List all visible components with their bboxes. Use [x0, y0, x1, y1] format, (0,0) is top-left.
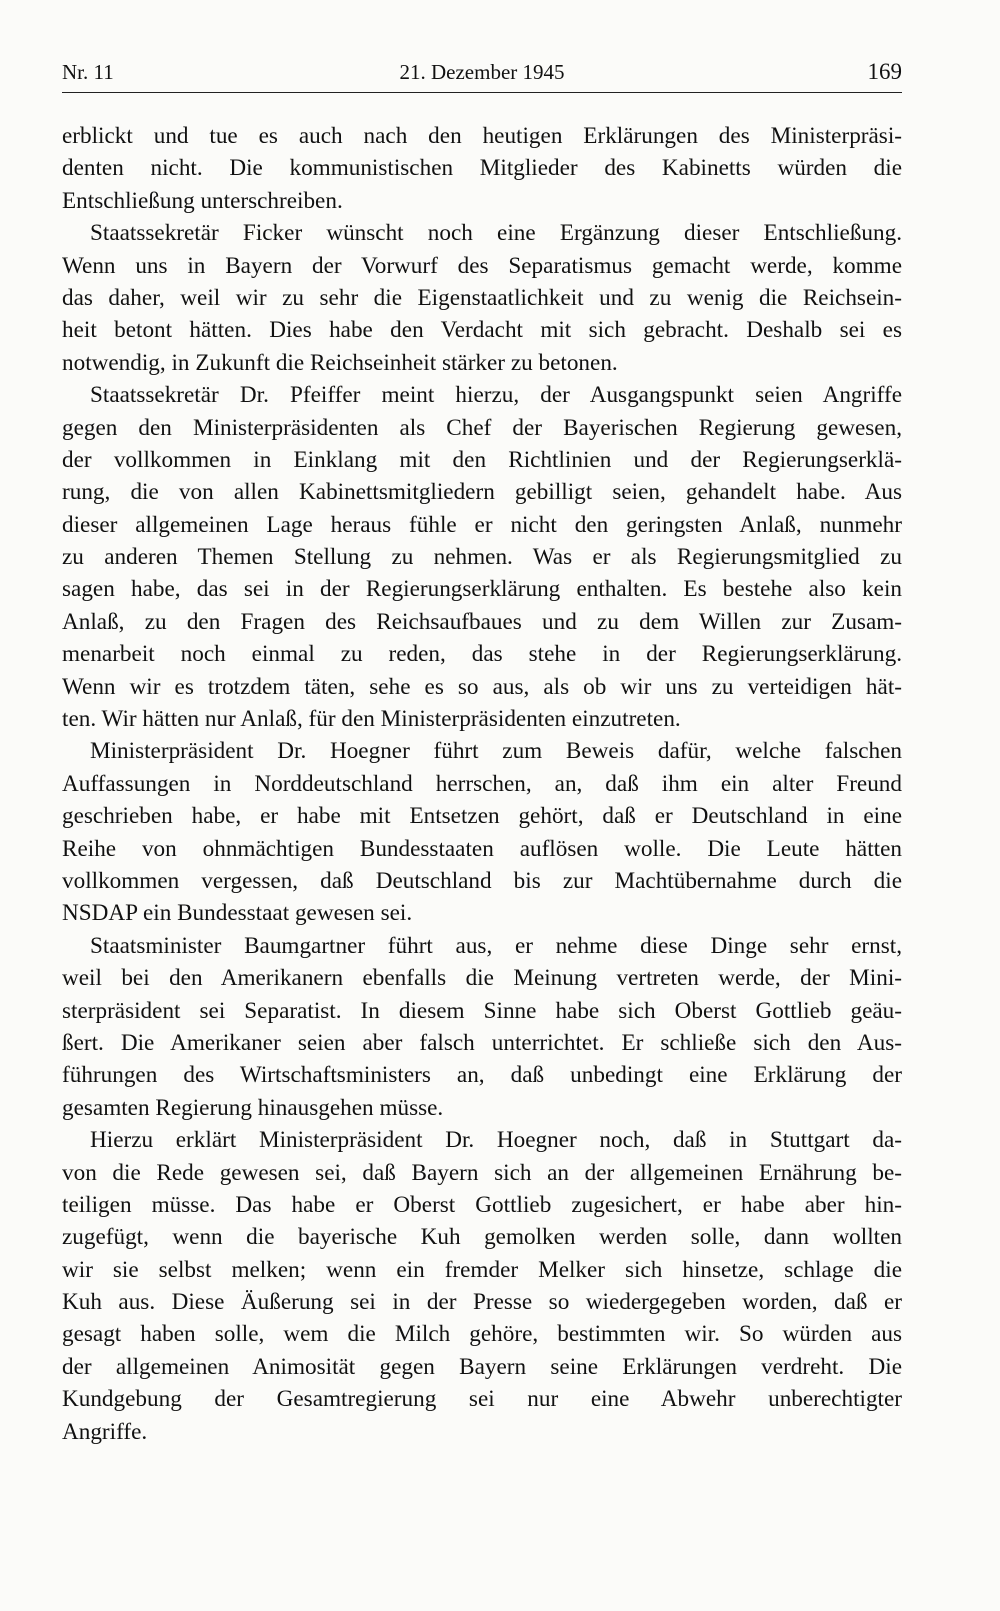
text-line: Staatssekretär Ficker wünscht noch eine Ergänzung dieser Entschließung.: [90, 220, 902, 247]
text-line: teiligen müsse. Das habe er Oberst Gottlieb zugesichert, er habe aber hin-: [62, 1191, 902, 1218]
text-line: sterpräsident sei Separatist. In diesem Sinne habe sich Oberst Gottlieb geäu-: [62, 997, 902, 1024]
text-line: gegen den Ministerpräsidenten als Chef der Bayerischen Regierung gewesen,: [62, 414, 902, 441]
text-line: der vollkommen in Einklang mit den Richtlinien und der Regierungserklä-: [62, 446, 902, 473]
paragraph: [62, 1124, 902, 1448]
text-line: menarbeit noch einmal zu reden, das stehe in der Regierungserklärung.: [62, 641, 902, 668]
text-line: weil bei den Amerikanern ebenfalls die Meinung vertreten werde, der Mini-: [62, 965, 902, 992]
text-line: sagen habe, das sei in der Regierungserklärung enthalten. Es bestehe also kein: [62, 576, 902, 603]
text-line: das daher, weil wir zu sehr die Eigenstaatlichkeit und zu wenig die Reichsein-: [62, 284, 902, 311]
text-line: rung, die von allen Kabinettsmitgliedern gebilligt seien, gehandelt habe. Aus: [62, 479, 902, 506]
text-line: denten nicht. Die kommunistischen Mitglieder des Kabinetts würden die: [62, 155, 902, 182]
text-line: ßert. Die Amerikaner seien aber falsch unterrichtet. Er schließe sich den Aus-: [62, 1029, 902, 1056]
text-line: zugefügt, wenn die bayerische Kuh gemolken werden solle, dann wollten: [62, 1224, 902, 1251]
text-line: Angriffe.: [62, 1418, 148, 1445]
text-line: Kuh aus. Diese Äußerung sei in der Presse so wiedergegeben worden, daß er: [62, 1289, 902, 1316]
text-line: NSDAP ein Bundesstaat gewesen sei.: [62, 900, 413, 927]
text-line: geschrieben habe, er habe mit Entsetzen gehört, daß er Deutschland in eine: [62, 803, 902, 830]
text-line: von die Rede gewesen sei, daß Bayern sich an der allgemeinen Ernährung be-: [62, 1159, 902, 1186]
text-line: Staatsminister Baumgartner führt aus, er nehme diese Dinge sehr ernst,: [90, 932, 902, 959]
header-date: 21. Dezember 1945: [399, 60, 565, 84]
text-line: Kundgebung der Gesamtregierung sei nur eine Abwehr unberechtigter: [62, 1386, 902, 1413]
text-line: Anlaß, zu den Fragen des Reichsaufbaues und zu dem Willen zur Zusam-: [62, 608, 902, 635]
text-line: führungen des Wirtschaftsministers an, daß unbedingt eine Erklärung der: [62, 1062, 902, 1089]
text-line: Entschließung unterschreiben.: [62, 187, 343, 214]
text-line: Auffassungen in Norddeutschland herrschen, an, daß ihm ein alter Freund: [62, 770, 902, 797]
text-line: Reihe von ohnmächtigen Bundesstaaten auflösen wolle. Die Leute hätten: [62, 835, 902, 862]
body-text: [62, 120, 902, 1448]
text-line: wir sie selbst melken; wenn ein fremder Melker sich hinsetze, schlage die: [62, 1256, 902, 1283]
text-line: heit betont hätten. Dies habe den Verdacht mit sich gebracht. Deshalb sei es: [62, 317, 902, 344]
text-line: erblickt und tue es auch nach den heutigen Erklärungen des Ministerpräsi-: [62, 123, 902, 149]
text-line: Ministerpräsident Dr. Hoegner führt zum Beweis dafür, welche falschen: [90, 738, 902, 765]
text-line: vollkommen vergessen, daß Deutschland bis zur Machtübernahme durch die: [62, 867, 902, 894]
paragraph: [62, 217, 902, 379]
text-line: gesagt haben solle, wem die Milch gehöre, bestimmten wir. So würden aus: [62, 1321, 902, 1348]
running-header: [62, 58, 902, 93]
text-line: notwendig, in Zukunft die Reichseinheit stärker zu betonen.: [62, 349, 618, 376]
text-line: Wenn uns in Bayern der Vorwurf des Separatismus gemacht werde, komme: [62, 252, 902, 279]
paragraph: [62, 120, 902, 217]
paragraph: [62, 735, 902, 929]
text-line: gesamten Regierung hinausgehen müsse.: [62, 1094, 444, 1121]
text-line: der allgemeinen Animosität gegen Bayern seine Erklärungen verdreht. Die: [62, 1353, 902, 1380]
text-line: Hierzu erklärt Ministerpräsident Dr. Hoegner noch, daß in Stuttgart da-: [90, 1127, 902, 1154]
paragraph: [62, 379, 902, 735]
text-line: ten. Wir hätten nur Anlaß, für den Ministerpräsidenten einzutreten.: [62, 706, 681, 733]
text-line: Wenn wir es trotzdem täten, sehe es so aus, als ob wir uns zu verteidigen hät-: [62, 673, 902, 700]
page-number: 169: [867, 59, 902, 84]
text-line: zu anderen Themen Stellung zu nehmen. Was er als Regierungsmitglied zu: [62, 544, 902, 571]
text-line: dieser allgemeinen Lage heraus fühle er nicht den geringsten Anlaß, nunmehr: [62, 511, 902, 538]
text-line: Staatssekretär Dr. Pfeiffer meint hierzu, der Ausgangspunkt seien Angriffe: [90, 382, 902, 409]
paragraph: [62, 930, 902, 1124]
issue-number: Nr. 11: [62, 60, 114, 84]
